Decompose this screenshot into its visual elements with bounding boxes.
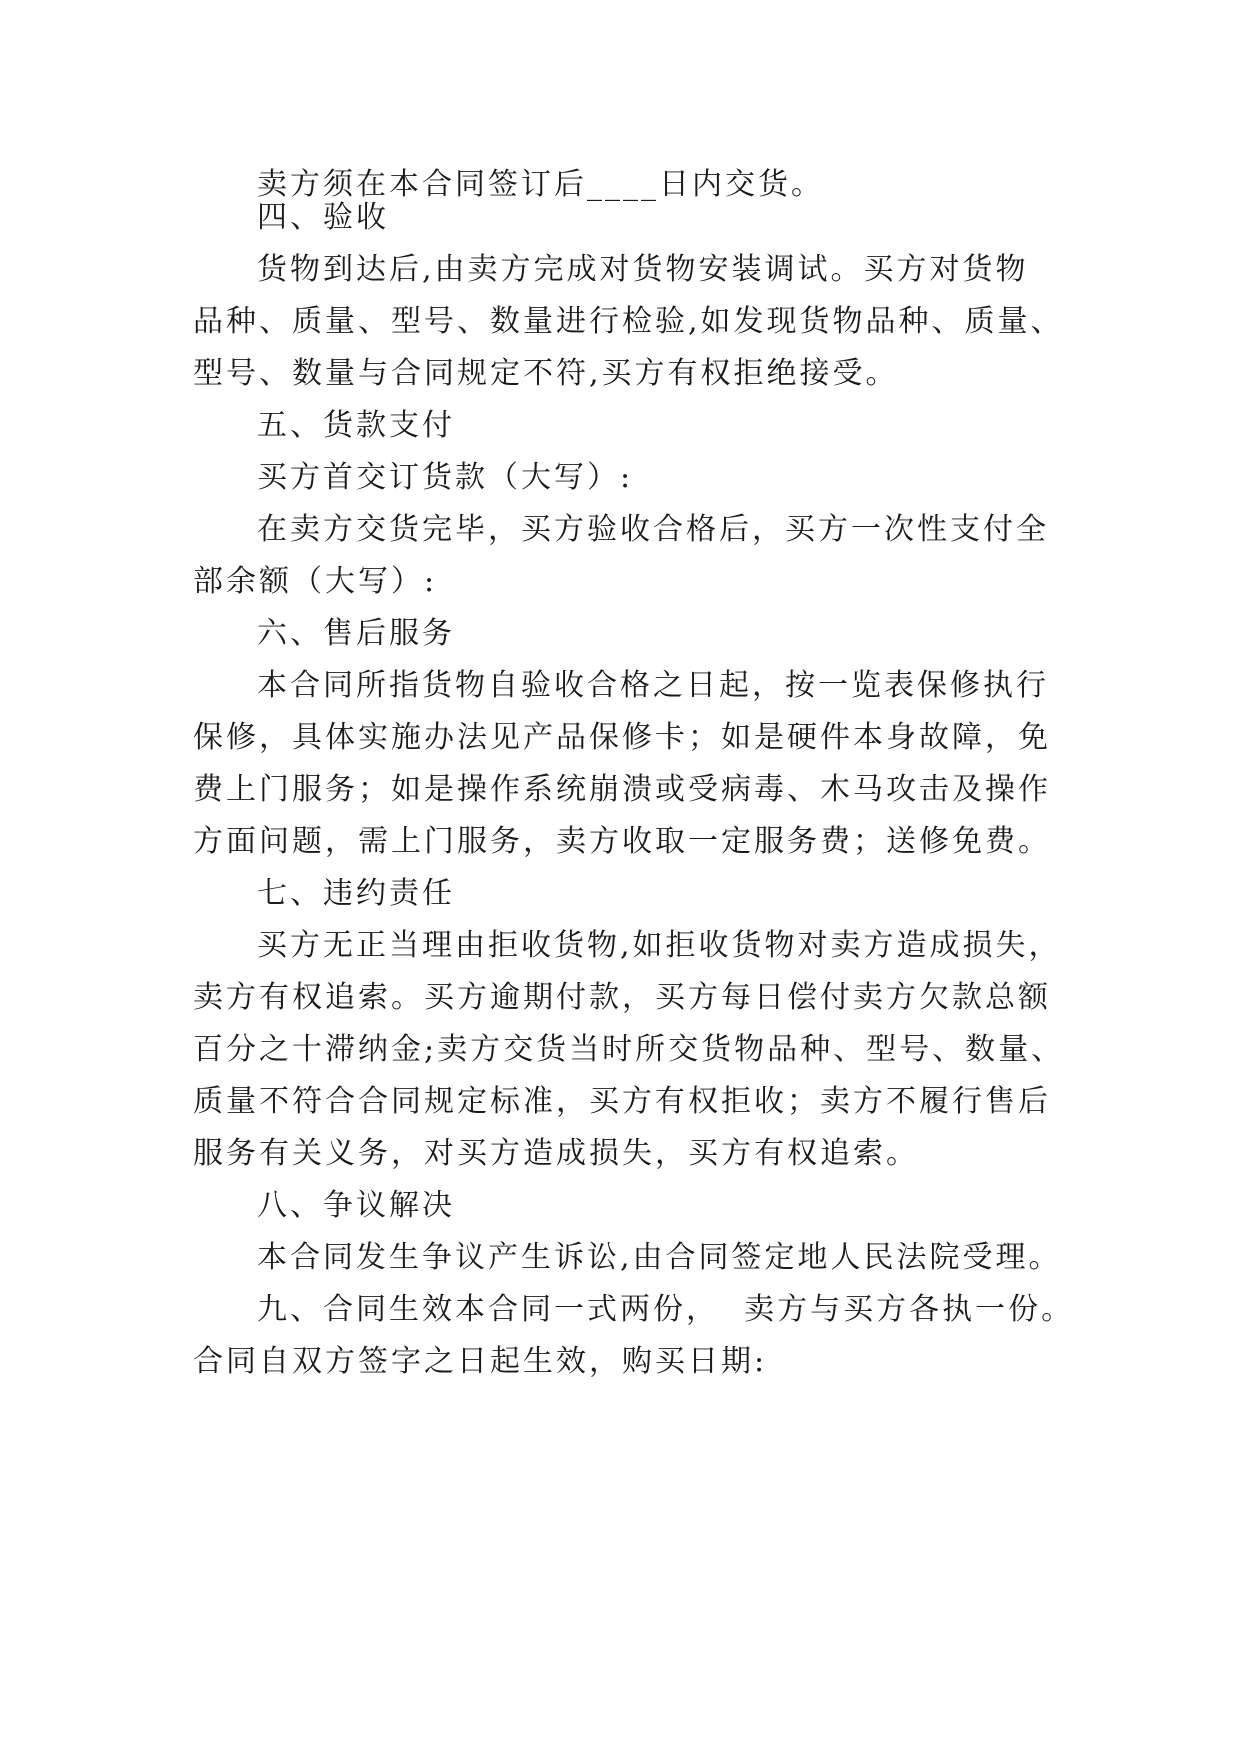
paragraph-line: 型号、数量与合同规定不符,买方有权拒绝接受。 [193,356,899,391]
paragraph-line: 本合同所指货物自验收合格之日起，按一览表保修执行 [257,668,1049,703]
paragraph-line: 保修，具体实施办法见产品保修卡；如是硬件本身故障，免 [193,720,1051,755]
paragraph-line: 费上门服务；如是操作系统崩溃或受病毒、木马攻击及操作 [193,772,1051,807]
paragraph-line: 服务有关义务，对买方造成损失，买方有权追索。 [193,1136,919,1171]
paragraph-line: 卖方有权追索。买方逾期付款，买方每日偿付卖方欠款总额 [193,980,1051,1015]
paragraph-line: 百分之十滞纳金;卖方交货当时所交货物品种、型号、数量、 [193,1032,1065,1067]
section-heading-payment: 五、货款支付 [257,408,455,443]
paragraph-line: 货物到达后,由卖方完成对货物安装调试。买方对货物 [257,252,1029,287]
paragraph-line: 买方首交订货款（大写）: [257,460,634,495]
paragraph-line: 方面问题，需上门服务，卖方收取一定服务费；送修免费。 [193,824,1051,859]
paragraph-line: 在卖方交货完毕，买方验收合格后，买方一次性支付全 [257,512,1049,547]
paragraph-line: 合同自双方签字之日起生效，购买日期: [193,1344,768,1379]
section-heading-dispute: 八、争议解决 [257,1188,455,1223]
paragraph-line: 买方无正当理由拒收货物,如拒收货物对卖方造成损失， [257,928,1062,963]
paragraph-line: 品种、质量、型号、数量进行检验,如发现货物品种、质量、 [193,304,1064,339]
section-heading-liability: 七、违约责任 [257,876,455,911]
section-heading-after-sales: 六、售后服务 [257,616,455,651]
paragraph-line: 质量不符合合同规定标准，买方有权拒收；卖方不履行售后 [193,1084,1051,1119]
paragraph-line: 部余额（大写）: [193,564,438,599]
paragraph-line: 本合同发生争议产生诉讼,由合同签定地人民法院受理。 [257,1240,1062,1275]
delivery-clause: 卖方须在本合同签订后____日内交货。 [257,167,824,202]
section-heading-acceptance: 四、验收 [257,200,389,235]
section-heading-effectiveness: 九、合同生效本合同一式两份， 卖方与买方各执一份。 [257,1292,1075,1327]
